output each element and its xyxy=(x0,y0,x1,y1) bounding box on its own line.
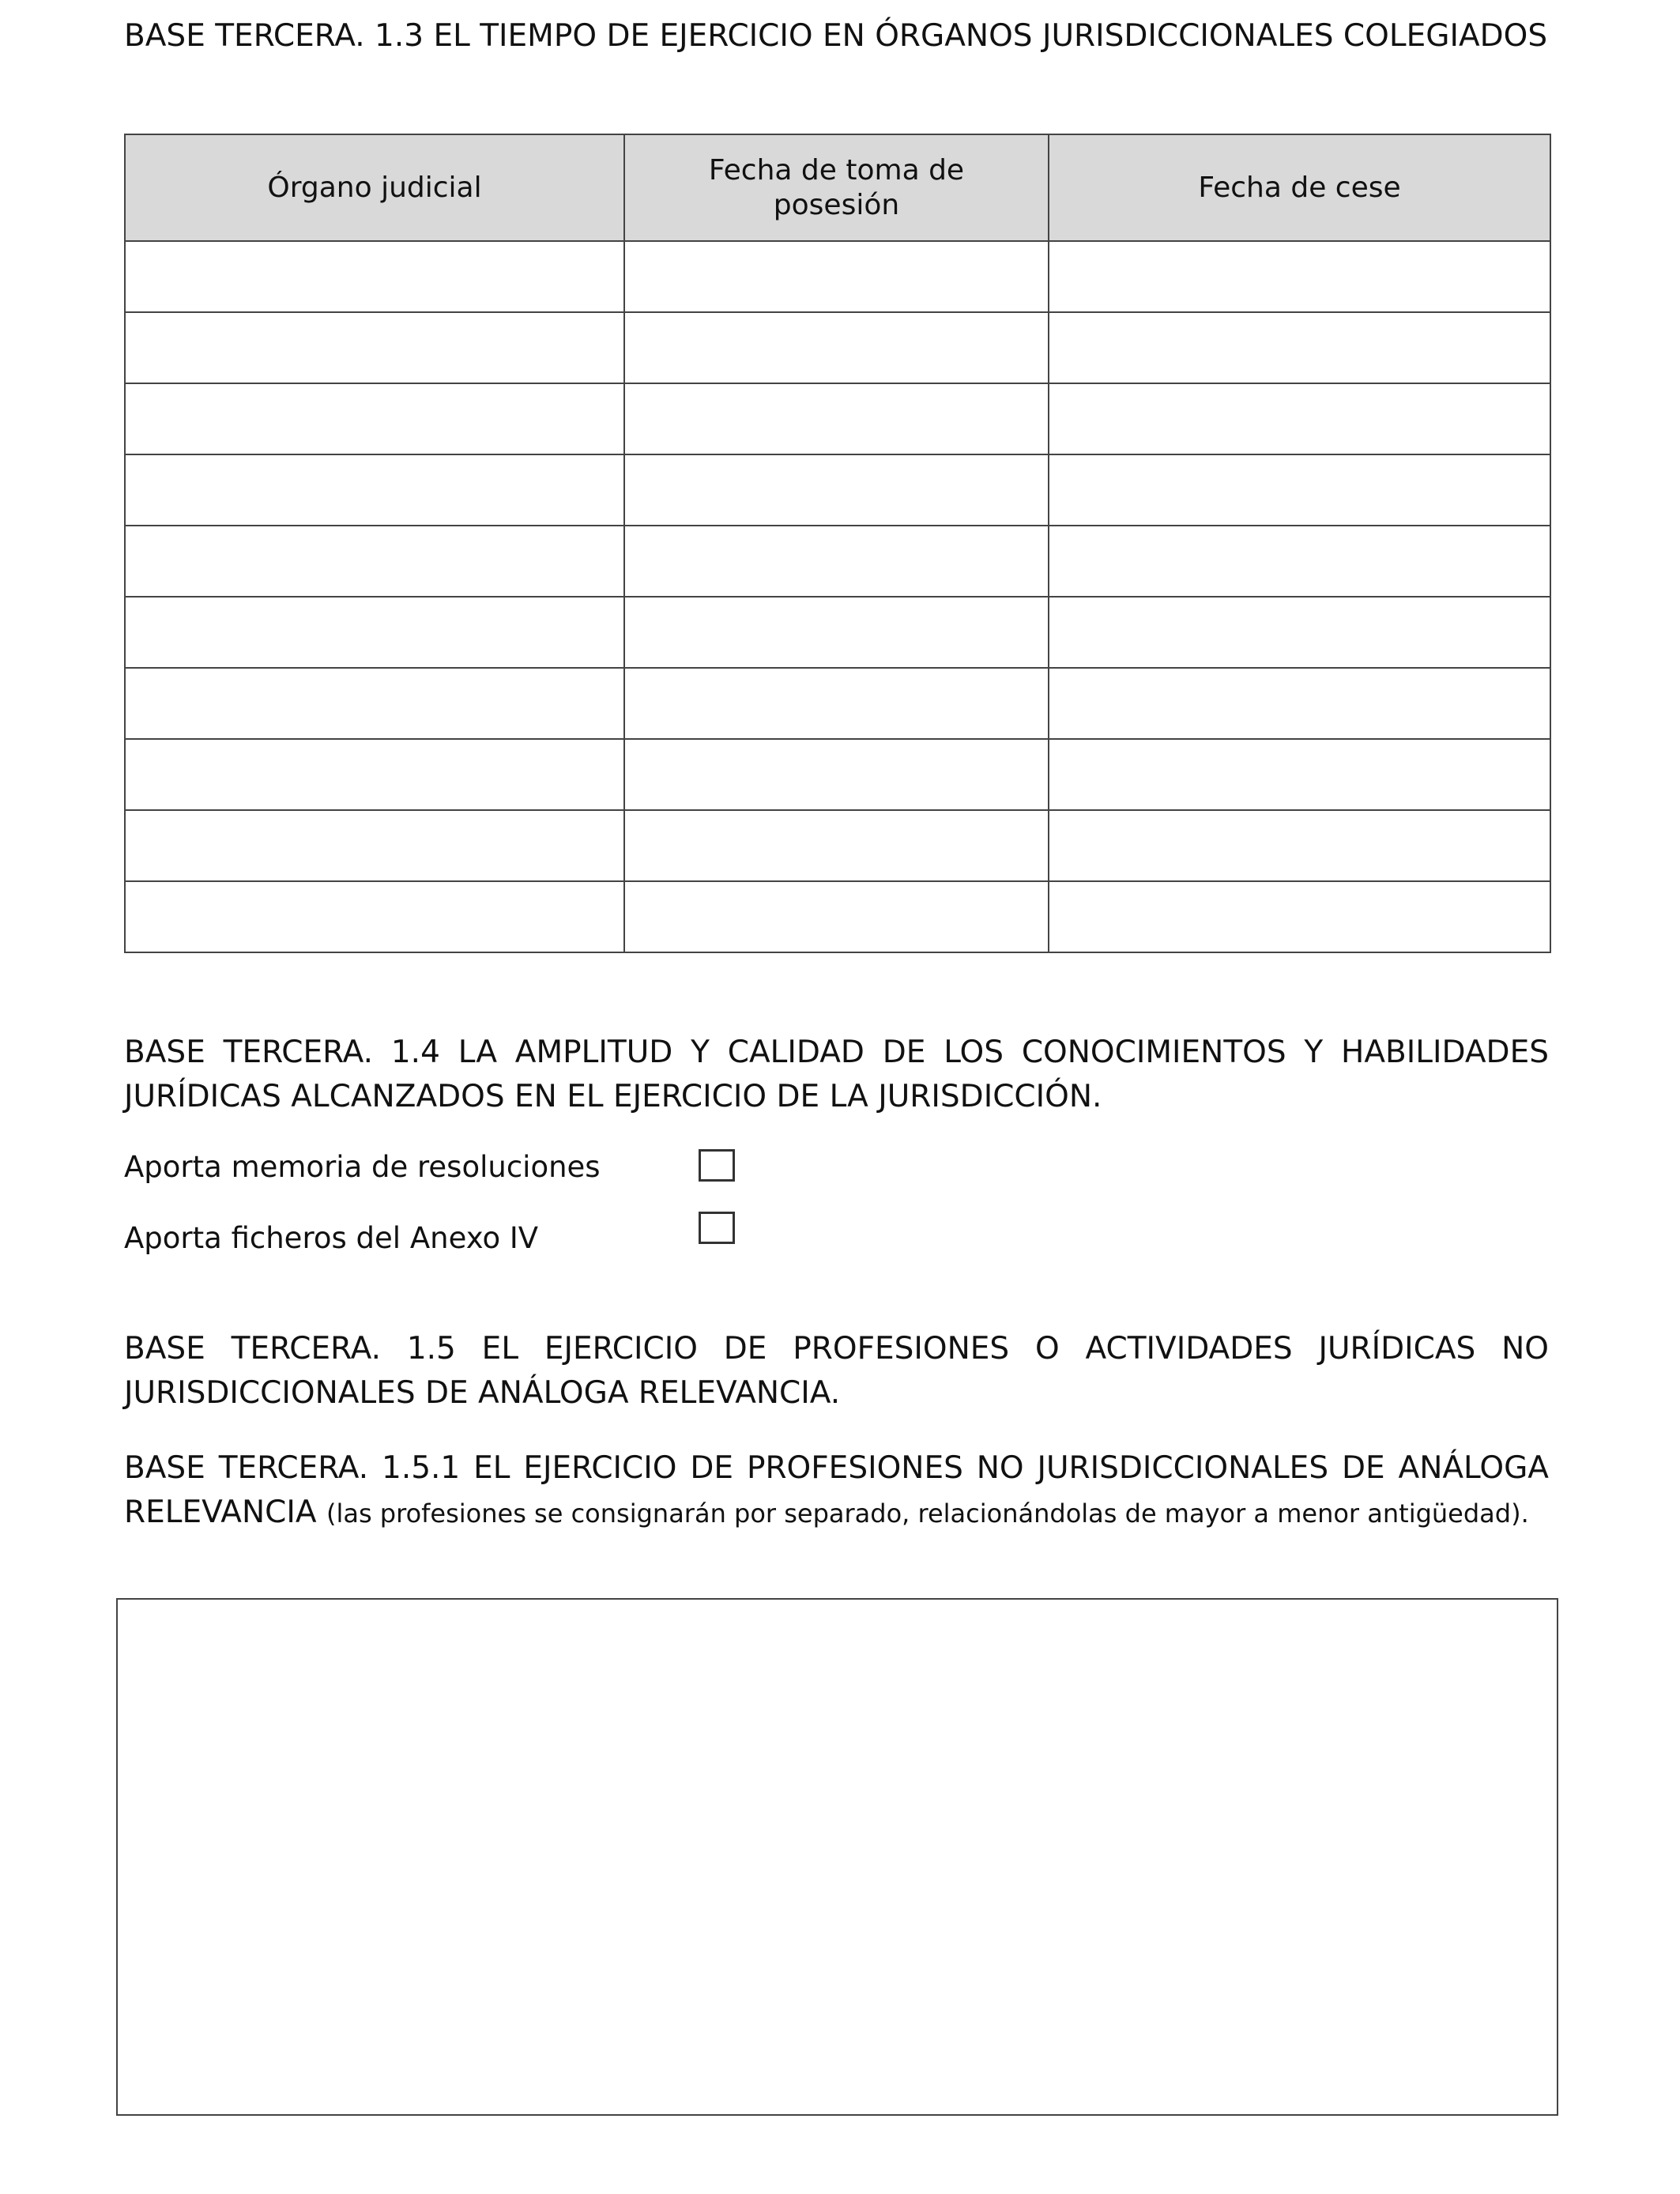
organo-cell[interactable] xyxy=(125,668,624,739)
fecha-cese-cell[interactable] xyxy=(1049,526,1550,597)
fecha-toma-cell[interactable] xyxy=(624,526,1049,597)
table-row xyxy=(125,810,1550,881)
organo-cell[interactable] xyxy=(125,597,624,668)
fecha-toma-cell[interactable] xyxy=(624,810,1049,881)
fecha-toma-cell[interactable] xyxy=(624,881,1049,952)
fecha-cese-cell[interactable] xyxy=(1049,312,1550,383)
organo-cell[interactable] xyxy=(125,739,624,810)
section-1-4-heading: BASE TERCERA. 1.4 LA AMPLITUD Y CALIDAD DE LOS CONOCIMIENTOS Y HABILIDADES JURÍDICAS ALCANZADOS EN EL EJERCICIO DE LA JURISDICCIÓN. xyxy=(124,1035,1549,1114)
fecha-toma-cell[interactable] xyxy=(624,383,1049,454)
table-row xyxy=(125,739,1550,810)
fecha-toma-cell[interactable] xyxy=(624,597,1049,668)
fecha-toma-cell[interactable] xyxy=(624,454,1049,526)
fecha-cese-cell[interactable] xyxy=(1049,810,1550,881)
section-1-5-1-note: (las profesiones se consignarán por separado, relacionándolas de mayor a menor antigüedad). xyxy=(326,1498,1529,1529)
ficheros-checkbox[interactable] xyxy=(699,1212,735,1244)
fecha-cese-cell[interactable] xyxy=(1049,668,1550,739)
table-row xyxy=(125,597,1550,668)
organo-cell[interactable] xyxy=(125,312,624,383)
fecha-cese-cell[interactable] xyxy=(1049,597,1550,668)
fecha-cese-cell[interactable] xyxy=(1049,739,1550,810)
organos-colegiados-table xyxy=(124,134,1551,953)
fecha-cese-cell[interactable] xyxy=(1049,241,1550,312)
fecha-toma-cell[interactable] xyxy=(624,312,1049,383)
organo-cell[interactable] xyxy=(125,810,624,881)
table-row xyxy=(125,668,1550,739)
section-1-5-1-title: BASE TERCERA. 1.5.1 EL EJERCICIO DE PROFESIONES NO JURISDICCIONALES DE ANÁLOGA RELEVANCIA xyxy=(124,1450,1549,1530)
organo-cell[interactable] xyxy=(125,526,624,597)
organo-cell[interactable] xyxy=(125,454,624,526)
column-header-organo: Órgano judicial xyxy=(125,134,624,241)
column-header-fecha-cese: Fecha de cese xyxy=(1049,134,1550,241)
table-row xyxy=(125,241,1550,312)
fecha-cese-cell[interactable] xyxy=(1049,881,1550,952)
table-row xyxy=(125,312,1550,383)
fecha-toma-cell[interactable] xyxy=(624,241,1049,312)
organo-cell[interactable] xyxy=(125,241,624,312)
section-1-5-heading: BASE TERCERA. 1.5 EL EJERCICIO DE PROFESIONES O ACTIVIDADES JURÍDICAS NO JURISDICCIONALES DE ANÁLOGA RELEVANCIA. xyxy=(124,1331,1549,1411)
table-row xyxy=(125,454,1550,526)
option-memoria-label: Aporta memoria de resoluciones xyxy=(124,1150,601,1184)
section-1-5-1-heading xyxy=(124,1446,1549,1536)
organo-cell[interactable] xyxy=(125,881,624,952)
table-row xyxy=(125,383,1550,454)
memoria-checkbox[interactable] xyxy=(699,1149,735,1182)
section-1-3-heading: BASE TERCERA. 1.3 EL TIEMPO DE EJERCICIO EN ÓRGANOS JURISDICCIONALES COLEGIADOS xyxy=(124,18,1548,54)
column-header-fecha-toma: Fecha de toma de posesión xyxy=(624,134,1049,241)
table-row xyxy=(125,881,1550,952)
fecha-toma-cell[interactable] xyxy=(624,739,1049,810)
option-ficheros-label: Aporta ficheros del Anexo IV xyxy=(124,1221,539,1255)
profesiones-text-area[interactable] xyxy=(116,1598,1558,2116)
fecha-cese-cell[interactable] xyxy=(1049,454,1550,526)
table-header-row xyxy=(125,134,1550,241)
fecha-cese-cell[interactable] xyxy=(1049,383,1550,454)
organo-cell[interactable] xyxy=(125,383,624,454)
fecha-toma-cell[interactable] xyxy=(624,668,1049,739)
table-row xyxy=(125,526,1550,597)
